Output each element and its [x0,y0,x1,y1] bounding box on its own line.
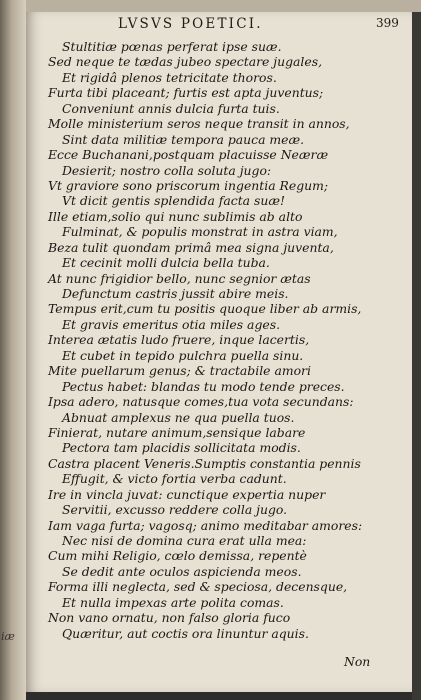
verse-line: Cum mihi Religio, cœlo demissa, repentè [48,548,307,564]
verse-line: Abnuat amplexus ne qua puella tuos. [62,409,295,425]
verse-line: Effugit, & victo fortia verba cadunt. [62,471,287,487]
verse-line: Sed neque te tædas jubeo spectare jugales, [48,54,323,70]
verse-line: Molle ministerium seros neque transit in annos, [48,116,350,132]
verse-line: Iam vaga furta; vagosq; animo meditabar amores: [48,517,363,533]
verse-line: Et nulla impexas arte polita comas. [62,594,284,610]
verse-line: Beza tulit quondam primâ mea signa juventa, [48,239,334,255]
verse-line: Ipsa adero, natusque comes,tua vota secundans: [48,394,354,410]
verse-line: Tempus erit,cum tu positis quoque liber ab armis, [48,301,362,317]
verse-line: Nec nisi de domina cura erat ulla mea: [62,533,307,548]
verse-line: Stultitiæ pœnas perferat ipse suæ. [62,39,282,54]
verse-line: Pectus habet: blandas tu modo tende preces. [62,378,345,394]
verse-line: Non vano ornatu, non falso gloria fuco [48,610,291,626]
verse-line: Et rigidâ plenos tetricitate thoros. [62,69,277,85]
verse-line: Ille etiam,solio qui nunc sublimis ab alto [48,208,303,224]
verse-line: Defunctum castris jussit abire meis. [62,286,289,301]
verse-line: Fulminat, & populis monstrat in astra viam, [62,224,338,240]
verse-line: Se dedit ante oculos aspicienda meos. [62,563,302,579]
verse-line: Conveniunt annis dulcia furta tuis. [62,100,280,116]
page-number: 399 [376,16,399,30]
verse-line: Ire in vincla juvat: cunctique expertia nuper [48,486,326,502]
verse-line: Quæritur, aut coctis ora linuntur aquis. [62,625,309,641]
top-page-edge [26,0,421,12]
verse-line: Servitii, excusso reddere colla jugo. [62,502,288,518]
right-background [412,12,421,700]
verse-line: Furta tibi placeant; furtis est apta juventus; [48,85,324,101]
verse-line: Mite puellarum genus; & tractabile amori [48,363,311,379]
verse-line: Finierat, nutare animum,sensique labare [48,424,306,440]
verse-line: Desierit; nostro colla soluta jugo: [62,162,272,178]
verse-line: Interea ætatis ludo fruere, inque lacertis, [48,332,310,348]
running-head: LVSVS POETICI. [118,16,263,32]
verse-line: Et cecinit molli dulcia bella tuba. [62,255,270,271]
verse-line: At nunc frigidior bello, nunc segnior ætas [48,270,311,286]
catchword: Non [344,654,371,669]
verse-line: Et cubet in tepido pulchra puella sinu. [62,347,304,363]
verse-block [48,39,408,641]
verse-line: Forma illi neglecta, sed & speciosa, decensque, [48,579,348,595]
verse-line: Castra placent Veneris.Sumptis constantia pennis [48,455,361,471]
margin-fragment: iæ [1,630,15,643]
verse-line: Et gravis emeritus otia miles ages. [62,316,281,332]
verse-line: Vt dicit gentis splendida facta suæ! [62,193,285,209]
verse-line: Pectora tam placidis sollicitata modis. [62,440,301,456]
verse-line: Vt graviore sono priscorum ingentia Regum; [48,177,329,193]
facing-page-edge [0,0,26,700]
verse-line: Sint data militiæ tempora pauca meæ. [62,131,305,147]
book-page [26,12,412,692]
verse-line: Ecce Buchanani,postquam placuisse Neæræ [48,147,329,163]
